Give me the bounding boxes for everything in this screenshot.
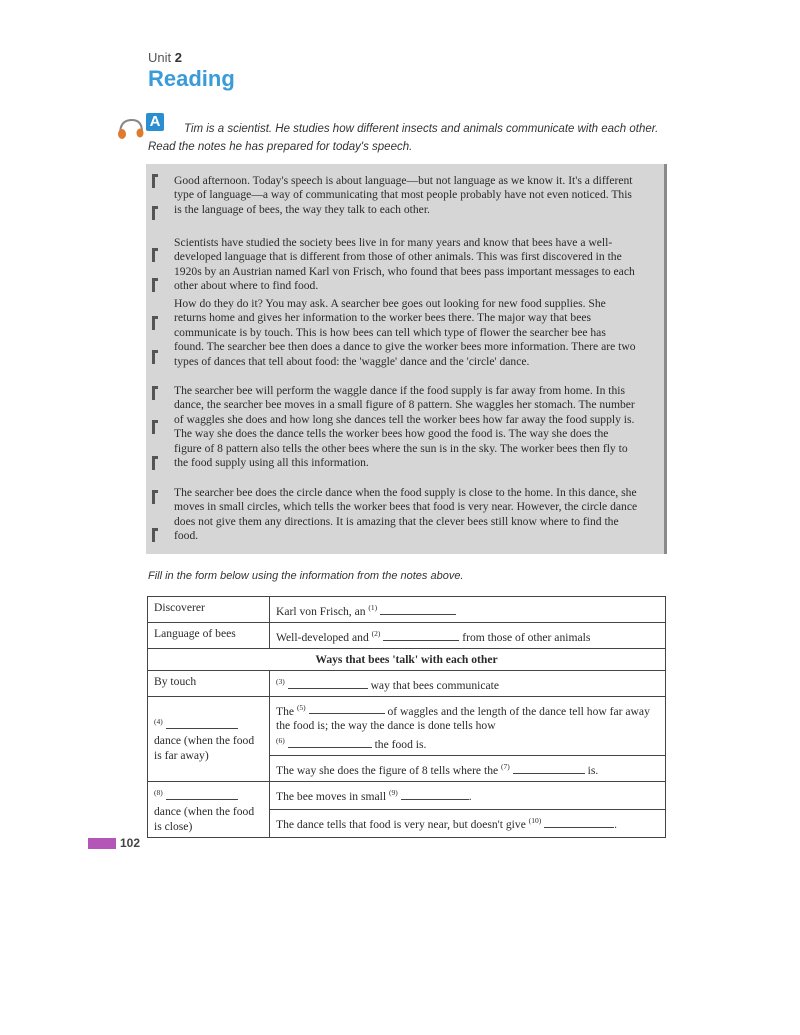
- binder-ring: [152, 490, 158, 504]
- binder-ring: [152, 528, 158, 542]
- fill-in-form: [147, 596, 666, 838]
- ways-header: Ways that bees 'talk' with each other: [148, 648, 666, 670]
- binder-ring: [152, 206, 158, 220]
- form-row-waggle: [148, 696, 666, 756]
- unit-label: Unit 2: [148, 50, 182, 65]
- binder-ring: [152, 386, 158, 400]
- discoverer-label: Discoverer: [148, 597, 270, 623]
- binder-ring: [152, 350, 158, 364]
- binder-ring: [152, 174, 158, 188]
- blank-6[interactable]: [288, 736, 372, 748]
- notes-paragraph: The searcher bee does the circle dance when the food supply is close to the home. In this dance, she moves in small circles, which tells the worker bees that food is very near. However, the circle dance does not give them any directions. It is amazing that the clever bees still know where to find the food.: [174, 486, 638, 543]
- discoverer-cell: Karl von Frisch, an $^{(1)}$: [270, 597, 666, 623]
- circle-label-cell: $^{(8)}$ dance (when the food is close): [148, 782, 270, 838]
- blank-10[interactable]: [544, 816, 614, 828]
- blank-5[interactable]: [309, 702, 385, 714]
- page-title: Reading: [148, 66, 235, 91]
- notes-paragraph: How do they do it? You may ask. A searcher bee goes out looking for new food supplies. She returns home and gives her information to the worker bees there. The major way that bees communicate is by touch. This is how bees can tell which type of flower the searcher bee has found. The searcher bee then does a dance to give the worker bees more information. There are two types of dances that tell about food: the 'waggle' dance and the 'circle' dance.: [174, 297, 636, 368]
- language-cell: Well-developed and $^{(2)}$ from those of other animals: [270, 622, 666, 648]
- form-row-circle: [148, 782, 666, 810]
- binder-ring: [152, 248, 158, 262]
- headphones-icon[interactable]: [116, 118, 144, 140]
- blank-8[interactable]: [166, 788, 238, 800]
- form-row-header: [148, 648, 666, 670]
- blank-2[interactable]: [383, 629, 459, 641]
- section-badge: A: [146, 113, 164, 131]
- blank-9[interactable]: [401, 788, 469, 800]
- page-number: 102: [120, 836, 141, 850]
- notes-paragraph: Good afternoon. Today's speech is about language—but not language as we know it. It's a different type of language—a way of communicating that most people probably have not even noticed. This is the language of bees, the way they talk to each other.: [174, 174, 633, 216]
- waggle-label-cell: $^{(4)}$ dance (when the food is far away): [148, 696, 270, 782]
- binder-ring: [152, 456, 158, 470]
- form-row-discoverer: [148, 597, 666, 623]
- notes-paragraph: The searcher bee will perform the waggle dance if the food supply is far away from home. In this dance, the searcher bee moves in a small figure of 8 pattern. She waggles her stomach. The number of waggles she does and how long she dances tell the worker bees how far away the food supply is. The way she does the dance tells the worker bees how good the food is. The way she does the figure of 8 pattern also tells the other bees where the sun is in the sky. The worker bees then fly to the food supply using all this information.: [174, 384, 635, 470]
- binder-ring: [152, 420, 158, 434]
- page-accent-bar: [88, 838, 116, 849]
- figure-cell: The way she does the figure of 8 tells where the $^{(7)}$ is.: [270, 756, 666, 782]
- language-label: Language of bees: [148, 622, 270, 648]
- form-instruction: Fill in the form below using the information from the notes above.: [148, 570, 464, 582]
- notes-panel: [146, 164, 667, 554]
- circle-cell-2: The dance tells that food is very near, but doesn't give $^{(10)}$ .: [270, 810, 666, 838]
- blank-1[interactable]: [380, 603, 456, 615]
- form-row-language: [148, 622, 666, 648]
- binder-ring: [152, 316, 158, 330]
- blank-3[interactable]: [288, 677, 368, 689]
- binder-ring: [152, 278, 158, 292]
- touch-label: By touch: [148, 670, 270, 696]
- intro-text: Tim is a scientist. He studies how different insects and animals communicate with each other. Read the notes he has prepared for today's speech.: [148, 123, 659, 153]
- notes-paragraph: Scientists have studied the society bees live in for many years and know that bees have a well-developed language that is different from those of other animals. This was first discovered in the 1920s by an Austrian named Karl von Frisch, who found that bees pass important messages to each other about where to find food.: [174, 236, 635, 293]
- blank-4[interactable]: [166, 717, 238, 729]
- waggle-cell: The $^{(5)}$ of waggles and the length of the dance tell how far away the food is; the way the dance is done tells how $^{(6)}$ the food is.: [270, 696, 666, 756]
- blank-7[interactable]: [513, 762, 585, 774]
- touch-cell: $^{(3)}$ way that bees communicate: [270, 670, 666, 696]
- circle-cell: The bee moves in small $^{(9)}$ .: [270, 782, 666, 810]
- form-row-touch: [148, 670, 666, 696]
